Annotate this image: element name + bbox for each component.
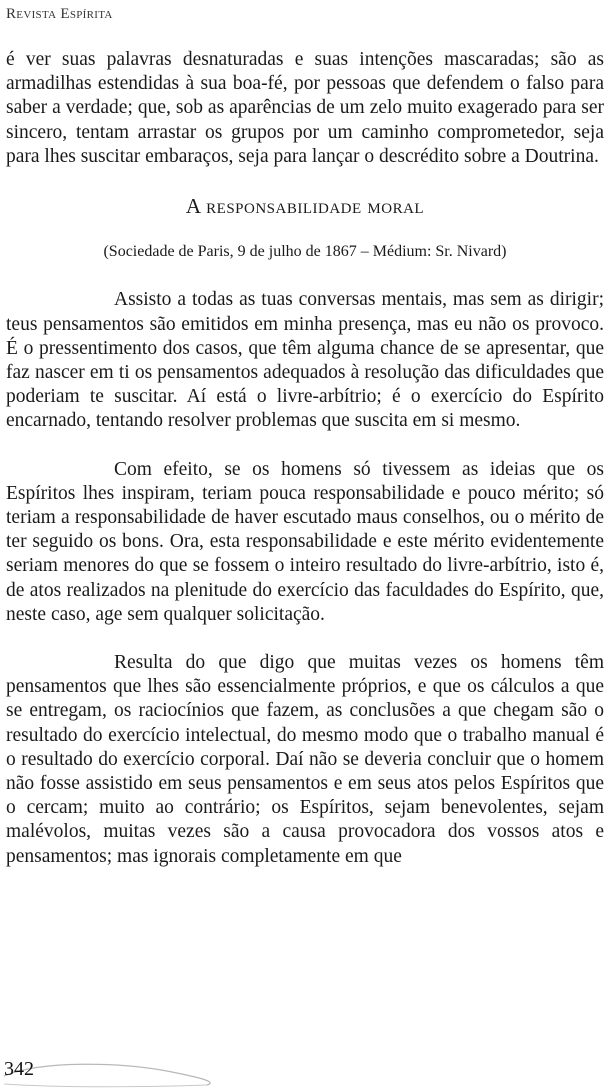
page-body [6,48,604,869]
body-paragraph-3: Resulta do que digo que muitas vezes os homens têm pensamentos que lhes são essencialmente próprios, e que os cálculos a que se entregam, os raciocínios que fazem, as conclusões a que chegam são o resultado do exercício intelectual, do mesmo modo que o trabalho manual é o resultado do exercício corporal. Daí não se deveria concluir que o homem não fosse assistido em seus pensamentos e em seus atos pelos Espíritos que o cercam; muito ao contrário; os Espíritos, sejam benevolentes, sejam malévolos, muitas vezes são a causa provocadora dos vossos atos e pensamentos; mas ignorais completamente em que [6,652,604,867]
running-header: Revista Espírita [6,6,113,22]
section-subtitle: (Sociedade de Paris, 9 de julho de 1867 – Médium: Sr. Nivard) [103,243,507,261]
body-paragraph-2: Com efeito, se os homens só tivessem as ideias que os Espíritos lhes inspiram, teriam pouca responsabilidade e pouco mérito; só teriam a responsabilidade de haver escutado maus conselhos, ou o mérito de ter seguido os bons. Ora, esta responsabilidade e este mérito evidentemente seriam menores do que se fossem o inteiro resultado do livre-arbítrio, isto é, de atos realizados na plenitude do exercício das faculdades do Espírito, que, neste caso, age sem qualquer solicitação. [6,458,604,625]
decorative-swoosh [2,1058,262,1088]
intro-paragraph: é ver suas palavras desnaturadas e suas intenções mascaradas; são as armadilhas estendidas à sua boa-fé, por pessoas que defendem o falso para saber a verdade; que, sob as aparências de um zelo muito exagerado para ser sincero, tentam arrastar os grupos por um caminho comprometedor, seja para lhes suscitar embaraços, seja para lançar o descrédito sobre a Doutrina. [6,49,604,167]
section-title: A responsabilidade moral [185,194,425,219]
body-paragraph-1: Assisto a todas as tuas conversas mentais, mas sem as dirigir; teus pensamentos são emitidos em minha presença, mas eu não os provoco. É o pressentimento dos casos, que têm alguma chance de se apresentar, que faz nascer em ti os pensamentos adequados à resolução das dificuldades que poderiam te suscitar. Aí está o livre-arbítrio; é o exercício do Espírito encarnado, tentando resolver problemas que suscita em si mesmo. [6,289,604,432]
page-footer [2,1058,262,1088]
page-number: 342 [4,1058,34,1080]
